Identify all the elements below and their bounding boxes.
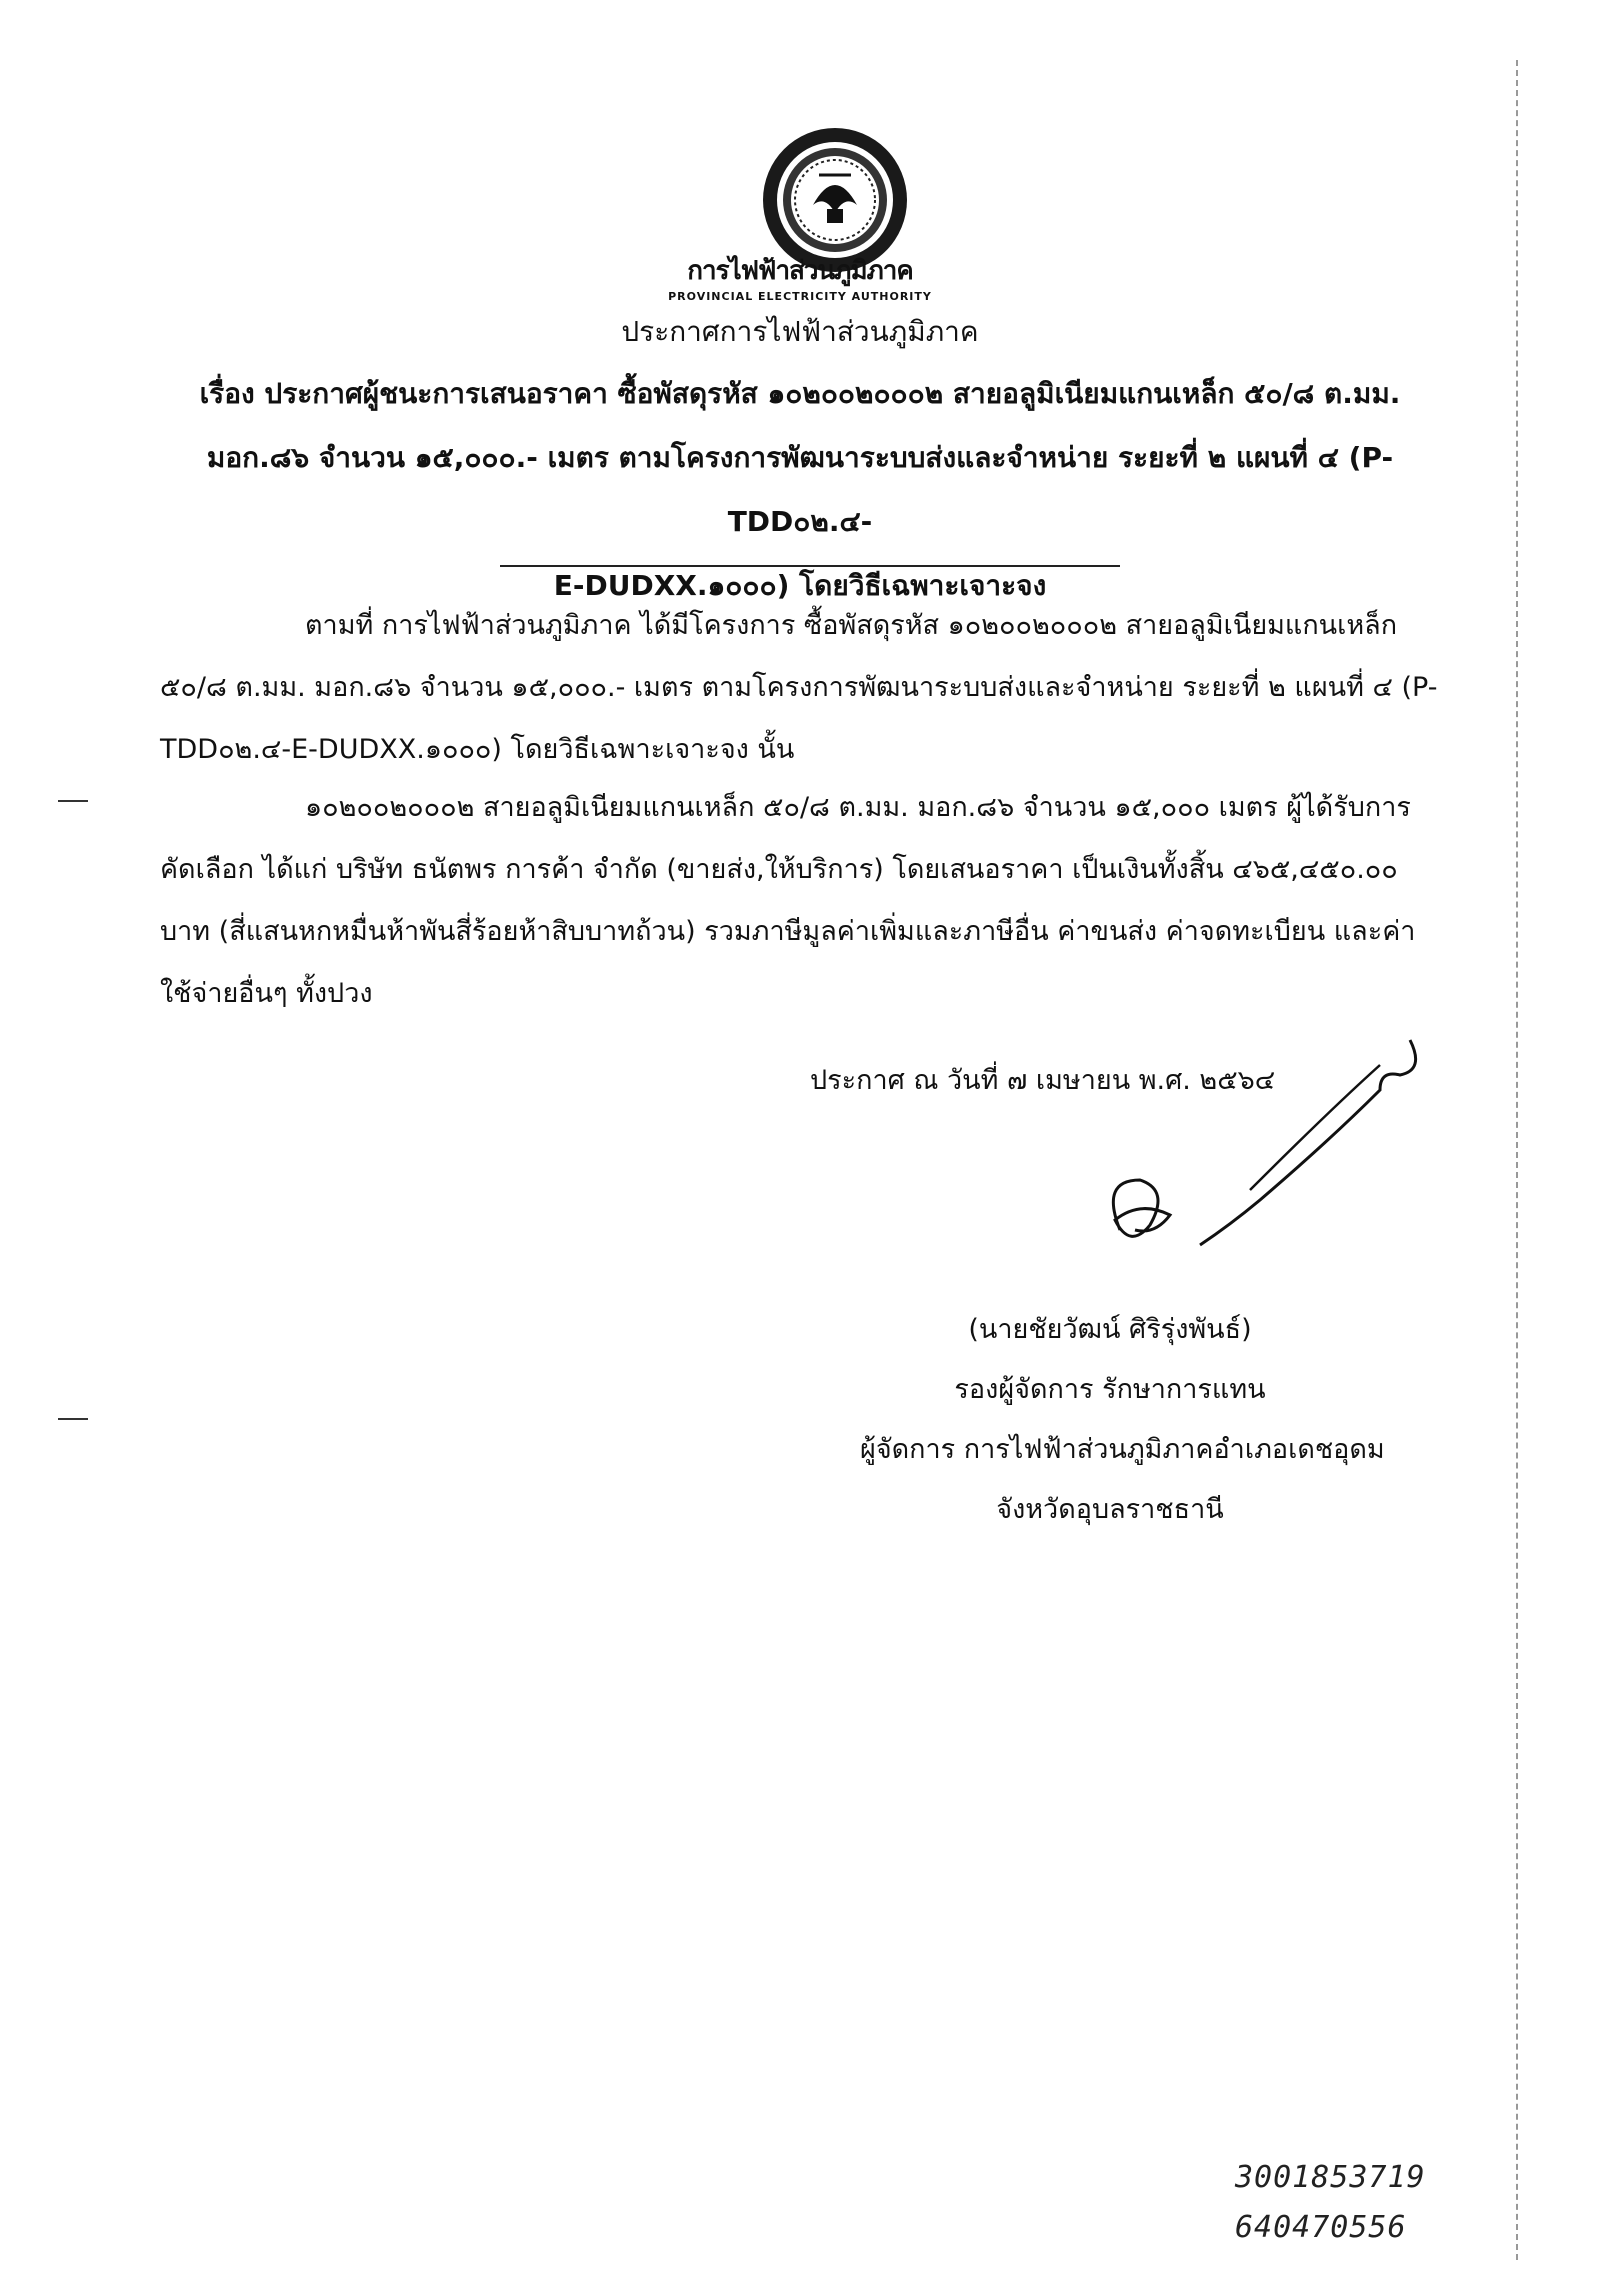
handwritten-signature [1080, 1030, 1420, 1270]
scan-mark [58, 800, 88, 802]
subject-line: มอก.๘๖ จำนวน ๑๕,๐๐๐.- เมตร ตามโครงการพัฒนาระบบส่งและจำหน่าย ระยะที่ ๒ แผนที่ ๔ (P-TDD๐๒.๔- [206, 441, 1394, 538]
signatory-province: จังหวัดอุบลราชธานี [996, 1494, 1224, 1525]
paragraph-text: ตามที่ การไฟฟ้าส่วนภูมิภาค ได้มีโครงการ ซื้อพัสดุรหัส ๑๐๒๐๐๒๐๐๐๒ สายอลูมิเนียมแกนเหล็ก ๕๐/๘ ต.มม. มอก.๘๖ จำนวน ๑๕,๐๐๐.- เมตร ตามโครงการพัฒนาระบบส่งและจำหน่าย ระยะที่ ๒ แผนที่ ๔ (P-TDD๐๒.๔-E-DUDXX.๑๐๐๐) โดยวิธีเฉพาะเจาะจง นั้น [160, 610, 1438, 765]
signatory-position: รองผู้จัดการ รักษาการแทน [954, 1374, 1266, 1405]
signatory-office: ผู้จัดการ การไฟฟ้าส่วนภูมิภาคอำเภอเดชอุดม [860, 1434, 1385, 1465]
document-title: ประกาศการไฟฟ้าส่วนภูมิภาค [621, 315, 979, 348]
org-name-english: PROVINCIAL ELECTRICITY AUTHORITY [668, 290, 932, 303]
scan-edge-line [1516, 60, 1518, 2260]
subject-line: เรื่อง ประกาศผู้ชนะการเสนอราคา ซื้อพัสดุรหัส ๑๐๒๐๐๒๐๐๐๒ สายอลูมิเนียมแกนเหล็ก ๕๐/๘ ต.มม. [199, 377, 1401, 410]
signatory-block [860, 1300, 1385, 1540]
paragraph-text: ๑๐๒๐๐๒๐๐๐๒ สายอลูมิเนียมแกนเหล็ก ๕๐/๘ ต.มม. มอก.๘๖ จำนวน ๑๕,๐๐๐ เมตร ผู้ได้รับการคัดเลือก ได้แก่ บริษัท ธนัตพร การค้า จำกัด (ขายส่ง,ให้บริการ) โดยเสนอราคา เป็นเงินทั้งสิ้น ๔๖๕,๔๕๐.๐๐ บาท (สี่แสนหกหมื่นห้าพันสี่ร้อยห้าสิบบาทถ้วน) รวมภาษีมูลค่าเพิ่มและภาษีอื่น ค่าขนส่ง ค่าจดทะเบียน และค่าใช้จ่ายอื่นๆ ทั้งปวง [160, 792, 1416, 1009]
body-paragraph-2 [160, 777, 1440, 1025]
subject-line: E-DUDXX.๑๐๐๐) โดยวิธีเฉพาะเจาะจง [553, 569, 1047, 602]
handwritten-note: 3001853719 [1235, 2160, 1426, 2195]
divider [500, 565, 1120, 567]
org-name-thai: การไฟฟ้าส่วนภูมิภาค [687, 256, 913, 286]
handwritten-note: 640470556 [1235, 2210, 1407, 2245]
signatory-name: (นายชัยวัฒน์ ศิริรุ่งพันธ์) [968, 1314, 1252, 1345]
scan-mark [58, 1418, 88, 1420]
announcement-date: ประกาศ ณ วันที่ ๗ เมษายน พ.ศ. ๒๕๖๔ [810, 1065, 1276, 1096]
subject-block [160, 362, 1440, 618]
body-paragraph-1 [160, 595, 1440, 781]
